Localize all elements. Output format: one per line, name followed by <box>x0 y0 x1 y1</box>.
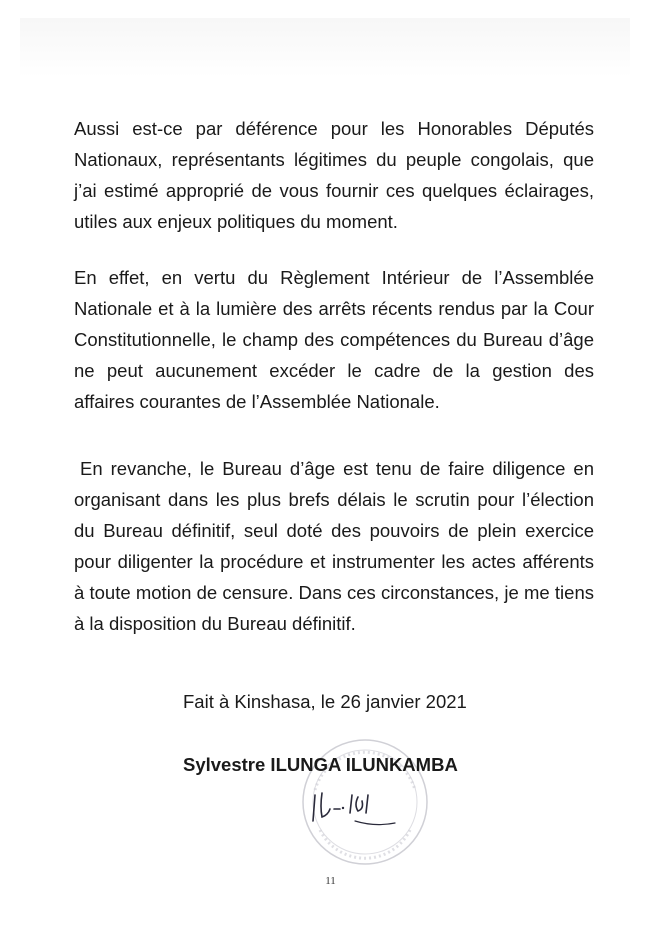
signatory-name: Sylvestre ILUNGA ILUNKAMBA <box>183 754 458 775</box>
scan-bleed-through <box>20 18 630 78</box>
paragraph-revanche: En revanche, le Bureau d’âge est tenu de faire diligence en organisant dans les plus brefs délais le scrutin pour l’élection du Bureau définitif, seul doté des pouvoirs de plein exercice pour diligenter la procédure et instrumenter les actes afférents à toute motion de censure. Dans ces circonstances, je me tiens à la disposition du Bureau définitif. <box>74 458 594 634</box>
place-and-date: Fait à Kinshasa, le 26 janvier 2021 <box>183 691 467 712</box>
handwritten-signature <box>300 783 410 833</box>
page-number: 11 <box>325 875 336 887</box>
paragraph-reglement: En effet, en vertu du Règlement Intérieur de l’Assemblée Nationale et à la lumière des arrêts récents rendus par la Cour Constitutionnelle, le champ des compétences du Bureau d’âge ne peut aucunement excéder le cadre de la gestion des affaires courantes de l’Assemblée Nationale. <box>74 267 594 412</box>
paragraph-deference: Aussi est-ce par déférence pour les Honorables Députés Nationaux, représentants légitimes du peuple congolais, que j’ai estimé approprié de vous fournir ces quelques éclairages, utiles aux enjeux politiques du moment. <box>74 118 594 232</box>
